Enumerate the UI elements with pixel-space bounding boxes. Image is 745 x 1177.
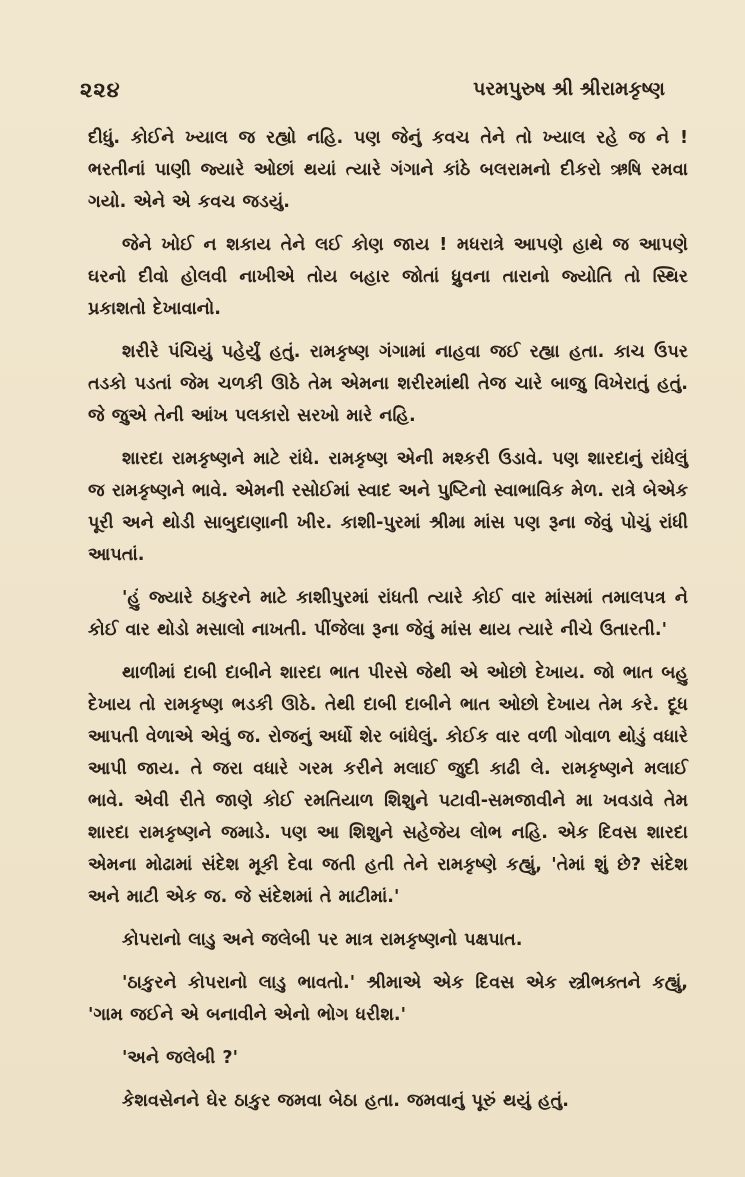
running-head: પરમપુરુષ શ્રી શ્રીરામકૃષ્ણ <box>473 78 665 100</box>
paragraph: દીધું. કોઈને ખ્યાલ જ રહ્યો નહિ. પણ જેનું કવચ તેને તો ખ્યાલ રહે જ ને ! ભરતીનાં પાણી જ્યારે ઓછાં થયાં ત્યારે ગંગાને કાંઠે બલરામનો દીકરો ઋષિ રમવા ગયો. એને એ કવચ જડયું. <box>88 128 688 212</box>
paragraph: કેશવસેનને ઘેર ઠાકુર જમવા બેઠા હતા. જમવાનું પૂરું થયું હતું. <box>122 1091 569 1111</box>
page-body <box>88 122 688 1128</box>
page-header <box>80 78 665 110</box>
paragraph: 'ઠાકુરને કોપરાનો લાડુ ભાવતો.' શ્રીમાએ એક દિવસ એક સ્ત્રીભક્તને કહ્યું, 'ગામ જઈને એ બનાવીને એનો ભોગ ધરીશ.' <box>88 973 688 1025</box>
paragraph: કોપરાનો લાડુ અને જલેબી પર માત્ર રામકૃષ્ણનો પક્ષપાત. <box>122 930 523 950</box>
page-number: ૨૨૪ <box>80 78 121 102</box>
paragraph: 'અને જલેબી ?' <box>122 1048 239 1068</box>
paragraph: થાળીમાં દાબી દાબીને શારદા ભાત પીરસે જેથી એ ઓછો દેખાય. જો ભાત બહુ દેખાય તો રામકૃષ્ણ ભડકી ઊઠે. તેથી દાબી દાબીને ભાત ઓછો દેખાય તેમ કરે. દૂધ આપતી વેળાએ એવું જ. રોજનું અર્ધો શેર બાંધેલું. કોઈક વાર વળી ગોવાળ થોડું વધારે આપી જાય. તે જરા વધારે ગરમ કરીને મલાઈ જુદી કાઢી લે. રામકૃષ્ણને મલાઈ ભાવે. એવી રીતે જાણે કોઈ રમતિયાળ શિશુને પટાવી-સમજાવીને મા ખવડાવે તેમ શારદા રામકૃષ્ણને જમાડે. પણ આ શિશુને સહેજેય લોભ નહિ. એક દિવસ શારદા એમના મોઢામાં સંદેશ મૂકી દેવા જતી હતી તેને રામકૃષ્ણે કહ્યું, 'તેમાં શું છે? સંદેશ અને માટી એક જ. જે સંદેશમાં તે માટીમાં.' <box>88 663 688 907</box>
paragraph: શરીરે પંચિયું પહેર્યું હતું. રામકૃષ્ણ ગંગામાં નાહવા જઈ રહ્યા હતા. કાચ ઉપર તડકો પડતાં જેમ ચળકી ઊઠે તેમ એમના શરીરમાંથી તેજ ચારે બાજુ વિખેરાતું હતું. જે જુએ તેની આંખ પલકારો સરખો મારે નહિ. <box>88 342 688 426</box>
paragraph: 'હું જ્યારે ઠાકુરને માટે કાશીપુરમાં રાંધતી ત્યારે કોઈ વાર માંસમાં તમાલપત્ર ને કોઈ વાર થોડો મસાલો નાખતી. પીંજેલા રૂના જેવું માંસ થાય ત્યારે નીચે ઉતારતી.' <box>88 588 688 640</box>
paragraph: જેને ખોઈ ન શકાય તેને લઈ કોણ જાય ! મધરાત્રે આપણે હાથે જ આપણે ઘરનો દીવો હોલવી નાખીએ તોય બહાર જોતાં ધ્રુવના તારાનો જ્યોતિ તો સ્થિર પ્રકાશતો દેખાવાનો. <box>88 235 688 319</box>
paragraph: શારદા રામકૃષ્ણને માટે રાંધે. રામકૃષ્ણ એની મશ્કરી ઉડાવે. પણ શારદાનું રાંધેલું જ રામકૃષ્ણને ભાવે. એમની રસોઈમાં સ્વાદ અને પુષ્ટિનો સ્વાભાવિક મેળ. રાત્રે બેએક પૂરી અને થોડી સાબુદાણાની ખીર. કાશી-પુરમાં શ્રીમા માંસ પણ રૂના જેવું પોચું રાંધી આપતાં. <box>88 449 688 565</box>
